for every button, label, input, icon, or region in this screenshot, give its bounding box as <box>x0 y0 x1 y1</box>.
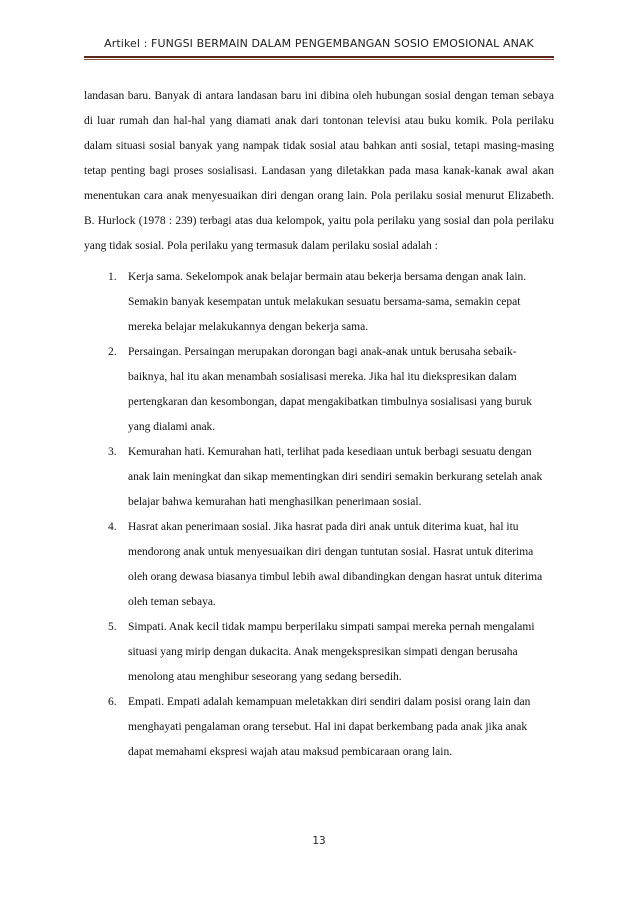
list-item <box>84 615 554 690</box>
page-number: 13 <box>312 835 326 847</box>
header-rule-thin <box>84 59 554 60</box>
numbered-list <box>84 265 554 765</box>
running-header: Artikel : FUNGSI BERMAIN DALAM PENGEMBANGAN SOSIO EMOSIONAL ANAK <box>104 37 534 50</box>
list-item-text: Kerja sama. Sekelompok anak belajar bermain atau bekerja bersama dengan anak lain. Semakin banyak kesempatan untuk melakukan sesuatu bersama-sama, semakin cepat mereka belajar melakukannya dengan bekerja sama. <box>128 271 527 333</box>
list-item-text: Simpati. Anak kecil tidak mampu berperilaku simpati sampai mereka pernah mengalami situasi yang mirip dengan dukacita. Anak mengekspresikan simpati dengan berusaha menolong atau menghibur seseorang yang sedang bersedih. <box>128 621 535 683</box>
list-item-number: 1. <box>108 271 117 283</box>
list-item <box>84 690 554 765</box>
header-rule <box>84 56 554 58</box>
list-item-number: 3. <box>108 446 117 458</box>
list-item-number: 6. <box>108 696 117 708</box>
list-item <box>84 265 554 340</box>
list-item-text: Kemurahan hati. Kemurahan hati, terlihat pada kesediaan untuk berbagi sesuatu dengan anak lain meningkat dan sikap mementingkan diri sendiri semakin berkurang setelah anak belajar bahwa kemurahan hati menghasilkan penerimaan sosial. <box>128 446 543 508</box>
list-item <box>84 515 554 615</box>
list-item-text: Hasrat akan penerimaan sosial. Jika hasrat pada diri anak untuk diterima kuat, hal itu mendorong anak untuk menyesuaikan diri dengan tuntutan sosial. Hasrat untuk diterima oleh orang dewasa biasanya timbul lebih awal dibandingkan dengan hasrat untuk diterima oleh teman sebaya. <box>128 521 543 608</box>
list-item-text: Empati. Empati adalah kemampuan meletakkan diri sendiri dalam posisi orang lain dan menghayati pengalaman orang tersebut. Hal ini dapat berkembang pada anak jika anak dapat memahami ekspresi wajah atau maksud pembicaraan orang lain. <box>128 696 531 758</box>
body-text <box>84 84 554 765</box>
list-item-number: 5. <box>108 621 117 633</box>
list-item-text: Persaingan. Persaingan merupakan dorongan bagi anak-anak untuk berusaha sebaik-baiknya, hal itu akan menambah sosialisasi mereka. Jika hal itu diekspresikan dalam pertengkaran dan kesombongan, dapat mengakibatkan timbulnya sosialisasi yang buruk yang dialami anak. <box>128 346 532 433</box>
list-item <box>84 340 554 440</box>
intro-paragraph: landasan baru. Banyak di antara landasan baru ini dibina oleh hubungan sosial dengan teman sebaya di luar rumah dan hal-hal yang diamati anak dari tontonan televisi atau buku komik. Pola perilaku dalam situasi sosial banyak yang nampak tidak sosial atau bahkan anti sosial, tetapi masing-masing tetap penting bagi proses sosialisasi. Landasan yang diletakkan pada masa kanak-kanak awal akan menentukan cara anak menyesuaikan diri dengan orang lain. Pola perilaku sosial menurut Elizabeth. B. Hurlock (1978 : 239) terbagi atas dua kelompok, yaitu pola perilaku yang sosial dan pola perilaku yang tidak sosial. Pola perilaku yang termasuk dalam perilaku sosial adalah : <box>84 90 554 252</box>
list-item <box>84 440 554 515</box>
list-item-number: 2. <box>108 346 117 358</box>
list-item-number: 4. <box>108 521 117 533</box>
